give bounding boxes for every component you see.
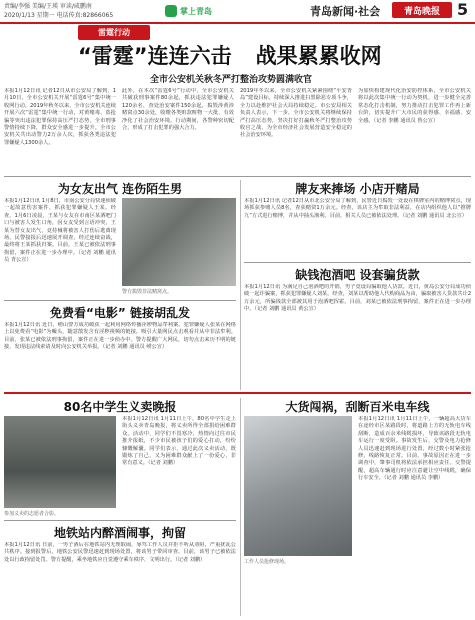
story-headline-girlfriend: 为女友出气 连伤陌生男: [57, 182, 183, 196]
story-body-movie: 本报1月12日讯 近日，崂山警方成功破获一起利用网络传播淫秽物品牟利案。犯罪嫌疑人张某在网络上以免费看“电影”为噱头，随意散发含有淫秽视频的链接，吸引大量网民点击观看并从中非法牟利。目前，张某已被依法刑事拘留，案件正在进一步侦办中。警方提醒广大网民，切勿点击来历不明的链接，发现违法线索请及时向公安机关举报。（记者 刘鹏 通讯员 崂公宣）: [4, 322, 236, 351]
paper-name-badge: [392, 2, 452, 18]
volunteers-photo: [4, 416, 116, 508]
lead-kicker: [78, 25, 150, 40]
story-headline-subway: 地铁站内醉酒闹事，拘留: [53, 526, 186, 540]
story-headline-truck: 大货闯祸，刮断百米电车线: [285, 400, 430, 414]
news-photo: [122, 198, 236, 286]
app-badge: [165, 4, 225, 18]
story-body-truck: 本报1月12日讯 1月11日上午，一辆超高大货车在途经市区某路段时，将道路上方的无轨电车线刮断，造成百余米线缆损坏，导致该路段无轨电车运行一度受阻。事故发生后，交警及电力抢修人员迅速赶到现场进行处置，经过数小时紧张抢修，线路恢复正常。目前，事故原因正在进一步调查中，肇事司机将依法承担相应责任。交警提醒，超高车辆通行时应注意避让空中线缆，确保行车安全。（记者 刘鹏 通讯员 李鹏）: [358, 416, 471, 482]
header-meta-line2: 2020/1/13 星期一 电话传真:82866065: [4, 12, 114, 19]
lead-headline-part2: 战果累累收网: [255, 44, 382, 68]
lead-column-3: 2019年冬以来，全市公安机关紧紧围绕“平安青岛”建设目标，持续深入推进扫黑除恶专项斗争，全力以赴维护社会大局持续稳定。市公安局相关负责人表示，下一步，全市公安机关将继续保持严打高压态势，坚决打好打赢秋冬严打整治攻势收官之战，为全市经济社会发展营造安全稳定的社会治安环境。: [240, 88, 352, 139]
channel-name: 青岛新闻·社会: [310, 5, 381, 18]
story-headline-gambling: 牌友来捧场 小店开赌局: [295, 182, 420, 196]
story-headline-bar: 缺钱泡酒吧 设套骗货款: [295, 268, 420, 282]
divider-lead: [4, 176, 471, 177]
story-body-subway: 本报1月12日讯 日前，一男子酒后在地铁站内无理取闹，辱骂工作人员并拒不听从劝阻，严重扰乱公共秩序。接到报警后，地铁公安民警迅速赶到现场处置，将该男子带回审查。目前，该男子已被依法处以行政拘留处罚。警方提醒，乘坐地铁应自觉遵守乘车秩序，文明出行。（记者 刘鹏）: [4, 542, 236, 563]
paper-name: 青岛晚报: [403, 6, 440, 17]
lead-subheadline: 全市公安机关秋冬严打整治攻势圆满收官: [150, 75, 313, 85]
story-headline-volunteers: 80名中学生义卖晚报: [63, 400, 177, 414]
lead-headline-part1: “雷霆”连连六击: [78, 44, 232, 68]
story-headline-movie: 免费看“电影” 链接胡乱发: [50, 306, 190, 320]
lead-column-1: 本报1月12日讯 记者12日从市公安局了解到，1月10日，全市公安机关开展“雷霆6号”集中统一收网行动。2019年秋冬以来，全市公安机关连续开展六次“雷霆”集中统一行动，对黄赌毒、盗抢骗等突出违法犯罪保持高压严打态势，全市刑事警情持续下降，群众安全感进一步提升。全市公安机关共出动警力2万余人次，抓获各类违法犯罪嫌疑人1300余人。: [4, 88, 116, 146]
tram-photo: [244, 416, 352, 556]
page-header: [0, 0, 475, 30]
story-body-volunteers: 本报1月12日讯 1月11日上午，80名中学生走上街头义卖青岛晚报，将义卖所得全部捐给困难群众。活动中，同学们不畏寒冷，热情向过往市民推介报纸，不少市民被孩子们的爱心打动，纷纷慷慨解囊。同学们表示，通过此次义卖活动，既锻炼了自己，又为困难群众献上了一份爱心，非常有意义。（记者 刘鹏）: [122, 416, 236, 467]
photo-caption-tram: 工作人员抢修现场。: [244, 559, 290, 565]
photo-caption-volunteers: 参加义卖的志愿者合影。: [4, 511, 60, 517]
story-body-girlfriend: 本报1月12日讯 1月8日，市南公安分局快速侦破一起故意伤害案件，抓获犯罪嫌疑人王某。经查，1月6日凌晨，王某与女友在市南区某酒吧门口与被害人发生口角，因女友受到言语冲突，王某为替女友出气，竟持械将被害人打伤后逃离现场。民警接报后迅速展开调查，经过连续奋战，最终将王某抓获归案。目前，王某已被依法刑事拘留，案件正在进一步办理中。（记者 刘鹏 通讯员 青公宣）: [4, 198, 116, 264]
divider-subway: [4, 520, 236, 521]
lead-kicker-text: 雷霆行动: [98, 28, 130, 37]
header-meta-line1: 责编/李强 美编/王瑛 审读/咸鹏南: [4, 3, 92, 10]
story-body-gambling: 本报1月12日讯 记者12日从市北公安分局了解到，民警近日捣毁一处设在棋牌室内的赌博窝点，现场抓获参赌人员8名，查获赌资1万余元。经查，该店主为牟取非法利益，在店内组织他人以“推牌九”方式进行赌博，并从中抽头渔利。目前，相关人员已被依法处理。（记者 刘鹏 通讯员 北公宣）: [244, 198, 471, 219]
divider-bottom-v: [240, 398, 241, 616]
lead-column-4: 为加快构建现代化治安防控体系，全市公安机关将以此次集中统一行动为契机，进一步健全完善常态化打击机制，努力推动打击犯罪工作再上新台阶，切实提升广大市民的获得感、幸福感、安全感。（记者 李鹏 通讯员 鲁公宣）: [358, 88, 471, 124]
app-name: 掌上青岛: [180, 6, 212, 16]
header-rule: [0, 22, 475, 24]
divider-mid-v: [240, 180, 241, 390]
divider-bar: [244, 262, 471, 263]
app-logo-icon: [165, 5, 177, 17]
story-body-bar: 本报1月12日讯 为满足自己泡酒吧的开销，男子竟设局骗取他人货款。近日，黄岛公安分局成功侦破一起诈骗案，抓获犯罪嫌疑人刘某。经查，刘某以帮助他人代购商品为由，骗取被害人货款共计2万余元，所骗钱款全部被其用于泡酒吧挥霍。目前，刘某已被依法刑事拘留，案件正在进一步办理中。（记者 刘鹏 通讯员 黄公宣）: [244, 284, 471, 313]
divider-movie: [4, 300, 236, 301]
page-number: 5: [457, 0, 469, 19]
lead-headline: [78, 40, 408, 70]
lead-column-2: 此外，在本次“雷霆6号”行动中，全市公安机关共破获刑事案件80余起，抓获违法犯罪嫌疑人120余名，查处治安案件150余起，捣毁涉黄涉赌窝点30余处，收缴各类赃款赃物一大批，有效净化了社会治安环境。行动期间，各警种密切配合，形成了打击犯罪的强大合力。: [122, 88, 234, 132]
photo-caption-left: 警方捣毁非法赌窝点。: [122, 289, 173, 295]
section-rule-red: [4, 392, 471, 394]
